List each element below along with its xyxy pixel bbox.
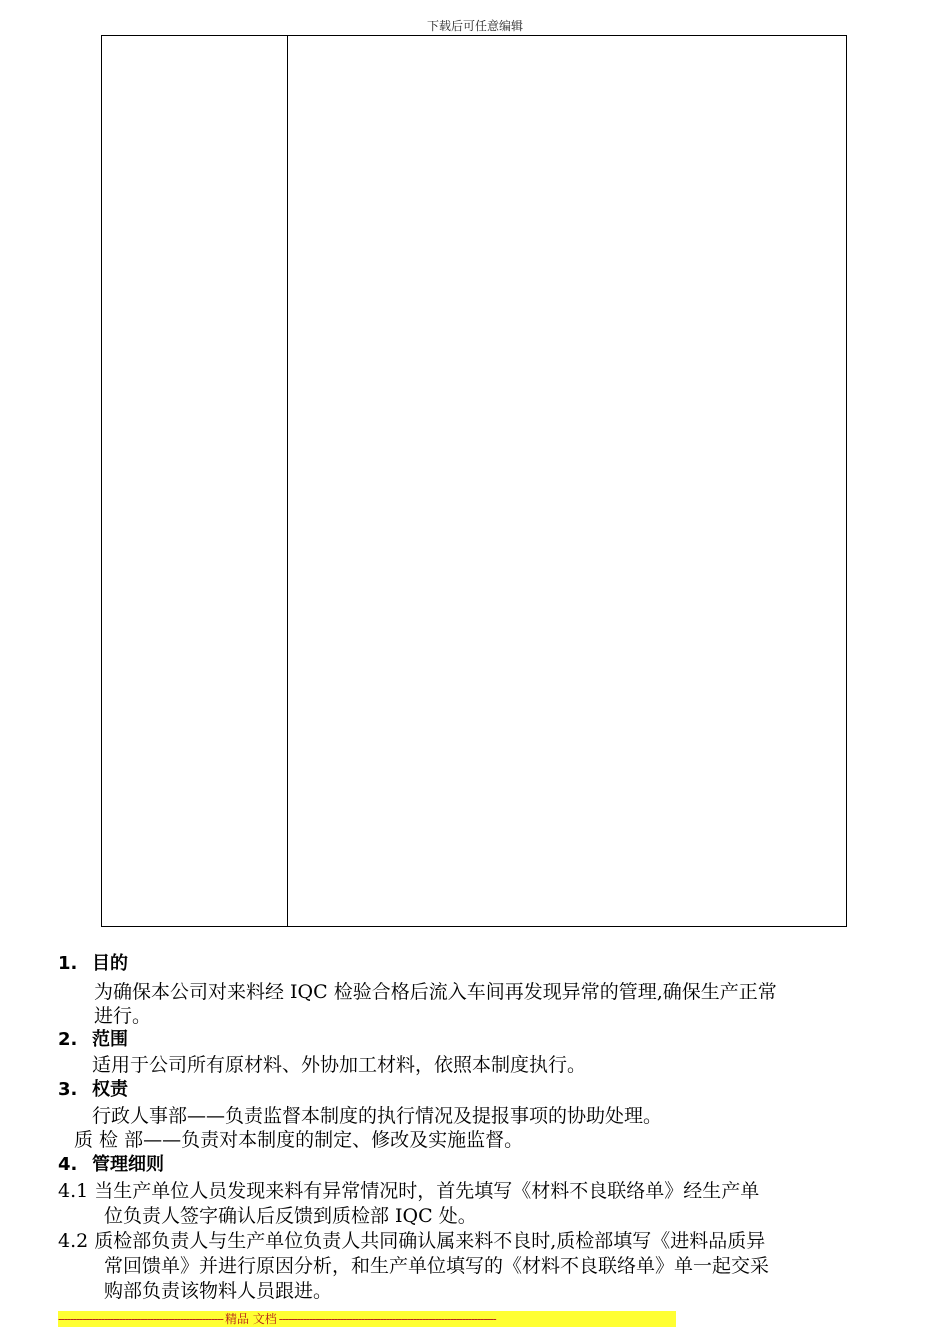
paragraph-line: 常回馈单》并进行原因分析，和生产单位填写的《材料不良联络单》单一起交采 — [104, 1255, 770, 1277]
section-number: 2. — [58, 1029, 78, 1050]
empty-table-frame — [101, 35, 847, 927]
section-number: 4. — [58, 1154, 78, 1175]
section-heading-purpose — [58, 952, 128, 977]
paragraph-line: 质 检 部——负责对本制度的制定、修改及实施监督。 — [74, 1129, 524, 1151]
paragraph-line: 为确保本公司对来料经 IQC 检验合格后流入车间再发现异常的管理,确保生产正常 — [94, 981, 777, 1003]
paragraph-line: 适用于公司所有原材料、外协加工材料，依照本制度执行。 — [92, 1054, 587, 1076]
header-note: 下载后可任意编辑 — [426, 19, 523, 33]
section-number: 3. — [58, 1079, 78, 1100]
table-column-divider — [287, 36, 288, 926]
footer-dashes-right: ----------------------------------------------------------------------- — [278, 1312, 496, 1326]
section-title: 权责 — [92, 1079, 128, 1100]
section-heading-responsibility — [58, 1078, 128, 1103]
footer-banner — [58, 1311, 676, 1327]
paragraph-line: 4.1 当生产单位人员发现来料有异常情况时，首先填写《材料不良联络单》经生产单 — [58, 1180, 760, 1202]
section-title: 目的 — [92, 953, 128, 974]
section-title: 范围 — [92, 1029, 128, 1050]
section-heading-scope — [58, 1028, 128, 1053]
footer-dashes-left: ------------------------------------------------------ — [58, 1312, 223, 1326]
paragraph-line: 位负责人签字确认后反馈到质检部 IQC 处。 — [104, 1205, 477, 1227]
footer-label: 精品 文档 — [224, 1312, 277, 1326]
paragraph-line: 行政人事部——负责监督本制度的执行情况及提报事项的协助处理。 — [92, 1105, 663, 1127]
section-heading-rules — [58, 1153, 164, 1178]
section-number: 1. — [58, 953, 78, 974]
paragraph-line: 进行。 — [94, 1005, 152, 1027]
paragraph-line: 4.2 质检部负责人与生产单位负责人共同确认属来料不良时,质检部填写《进料品质异 — [58, 1230, 766, 1252]
paragraph-line: 购部负责该物料人员跟进。 — [104, 1280, 333, 1302]
section-title: 管理细则 — [92, 1154, 164, 1175]
